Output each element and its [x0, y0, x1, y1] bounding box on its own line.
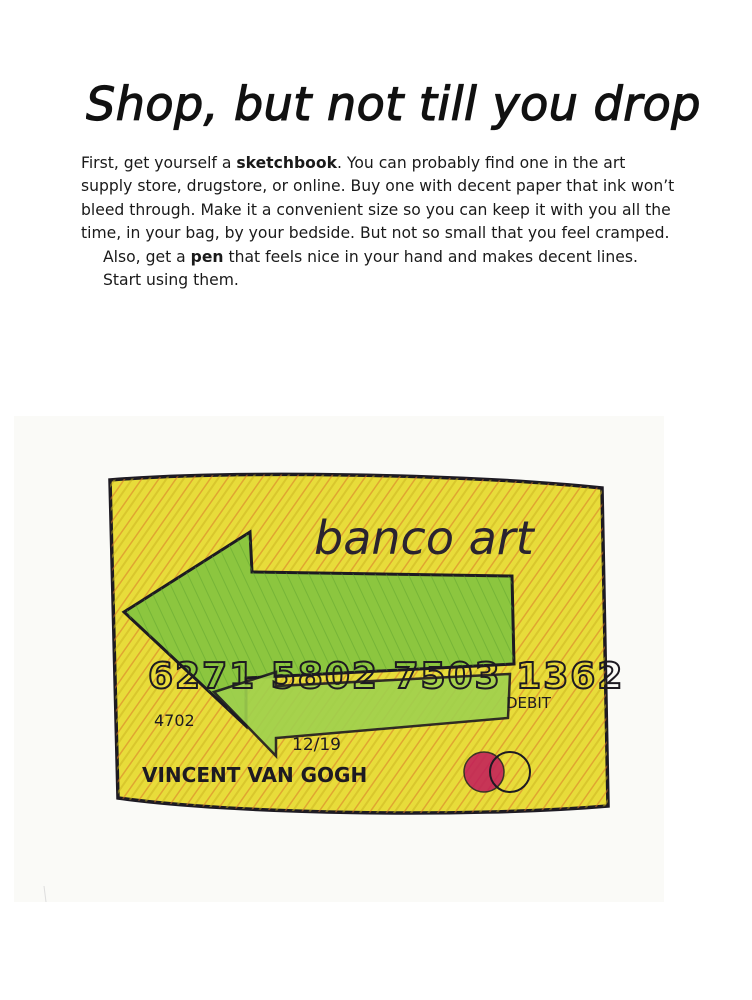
p2-pre: Also, get a: [103, 247, 191, 266]
card-code: 4702: [154, 711, 195, 730]
paragraph-sketchbook: [81, 152, 681, 246]
p1-pre: First, get yourself a: [81, 154, 237, 172]
card-type: DEBIT: [506, 694, 551, 712]
page-title: [86, 62, 706, 142]
card-holder: VINCENT VAN GOGH: [142, 763, 368, 787]
paragraph-pen: [81, 246, 681, 269]
page-title-text: Shop, but not till you drop: [86, 77, 702, 131]
p2-post: that feels nice in your hand and makes decent lines.: [223, 247, 638, 266]
body-text: [81, 152, 681, 292]
card-number: 6271 5802 7503 1362: [148, 656, 625, 697]
card-bank-name: banco art: [314, 511, 534, 565]
card-expiry: 12/19: [292, 735, 341, 755]
credit-card-illustration: [14, 416, 664, 902]
p1-post: . You can probably find one in the art supply store, drugstore, or online. Buy one with decent paper that ink won’t bleed through. Make it a convenient size so you can keep it with you all the time, in your bag, by your bedside. But not so small that you feel cramped.: [81, 154, 675, 243]
term-sketchbook: sketchbook: [236, 154, 337, 172]
paragraph-start: Start using them.: [103, 271, 239, 290]
term-pen: pen: [190, 247, 224, 266]
